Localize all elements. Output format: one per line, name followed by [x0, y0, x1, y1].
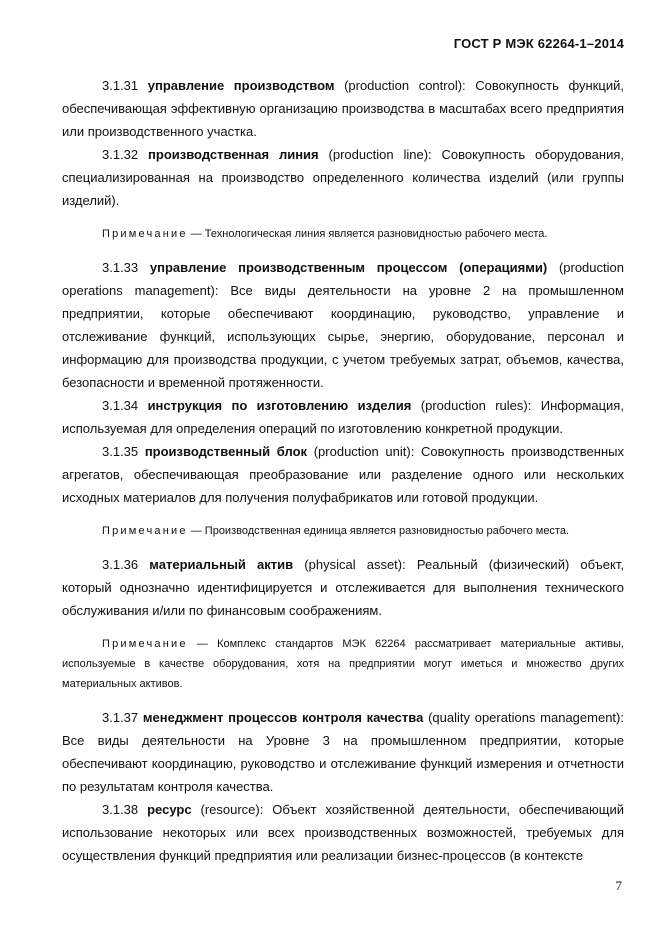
- entry-number: 3.1.34: [102, 398, 139, 413]
- entry-number: 3.1.37: [102, 710, 139, 725]
- entry-definition: Информация, используемая для определения операций по изготовлению конкретной продукции.: [62, 398, 624, 436]
- entry-definition: Все виды деятельности на Уровне 3 на промышленном предприятии, которые обеспечивают координацию, руководство и отслеживание функций измерения и отчетности по результатам контроля качества.: [62, 733, 624, 794]
- entry-english: (production rules):: [420, 398, 532, 413]
- note-text: — Производственная единица является разновидностью рабочего места.: [190, 525, 570, 537]
- entry-number: 3.1.31: [102, 78, 139, 93]
- entry-term: управление производством: [147, 78, 335, 93]
- entry-number: 3.1.33: [102, 260, 139, 275]
- entry-definition: Реальный (физический) объект, который однозначно идентифицируется и отслеживается для выполнения технического обслуживания и/или по финансовым соображениям.: [62, 557, 624, 618]
- entry-english: (resource):: [200, 802, 264, 817]
- entry-term: материальный актив: [149, 557, 294, 572]
- entry-english: (quality operations management):: [428, 710, 624, 725]
- term-entry: [62, 74, 624, 143]
- entry-term: менеджмент процессов контроля качества: [142, 710, 424, 725]
- document-id-header: ГОСТ Р МЭК 62264-1–2014: [453, 36, 624, 51]
- page-content: [62, 74, 624, 867]
- entry-term: производственный блок: [144, 444, 308, 459]
- entry-term: управление производственным процессом (операциями): [149, 260, 548, 275]
- note: [62, 521, 624, 541]
- entry-definition: Объект хозяйственной деятельности, обеспечивающий использование некоторых или всех производственных возможностей, требуемых для осуществления функций предприятия или реализации бизнес-процессов (в контексте: [62, 802, 624, 863]
- entry-term: инструкция по изготовлению изделия: [147, 398, 412, 413]
- entry-number: 3.1.38: [102, 802, 139, 817]
- note: [62, 224, 624, 244]
- entry-definition: Совокупность оборудования, специализированная на производство определенного количества изделий (или группы изделий).: [62, 147, 624, 208]
- note-label: Примечание: [102, 638, 188, 650]
- term-entry: [62, 394, 624, 440]
- note-label: Примечание: [102, 228, 188, 240]
- term-entry: [62, 798, 624, 867]
- note-text: — Комплекс стандартов МЭК 62264 рассматривает материальные активы, используемые в качестве оборудования, хотя на предприятии могут иметься и множество других материальных активов.: [62, 638, 624, 690]
- entry-english: (production operations management):: [62, 260, 624, 298]
- term-entry: [62, 440, 624, 509]
- entry-term: производственная линия: [148, 147, 319, 162]
- entry-english: (production unit):: [313, 444, 415, 459]
- entry-term: ресурс: [147, 802, 192, 817]
- entry-number: 3.1.35: [102, 444, 139, 459]
- entry-definition: Совокупность функций, обеспечивающая эффективную организацию производства в масштабах всего предприятия или производственного участка.: [62, 78, 624, 139]
- note-label: Примечание: [102, 525, 188, 537]
- entry-definition: Все виды деятельности на уровне 2 на промышленном предприятии, которые обеспечивают координацию, руководство, управление и отслеживание функций, использующих сырье, энергию, оборудование, персонал и информацию для производства продукции, с учетом требуемых затрат, объемов, качества, безопасности и временной протяженности.: [62, 283, 624, 390]
- term-entry: [62, 706, 624, 798]
- term-entry: [62, 553, 624, 622]
- entry-english: (physical asset):: [304, 557, 406, 572]
- term-entry: [62, 256, 624, 394]
- note: [62, 634, 624, 694]
- entry-definition: Совокупность производственных агрегатов, обеспечивающая преобразование или разделение одного или нескольких исходных материалов для получения полуфабрикатов или готовой продукции.: [62, 444, 624, 505]
- term-entry: [62, 143, 624, 212]
- entry-number: 3.1.36: [102, 557, 139, 572]
- entry-number: 3.1.32: [102, 147, 139, 162]
- entry-english: (production line):: [328, 147, 432, 162]
- note-text: — Технологическая линия является разновидностью рабочего места.: [190, 228, 548, 240]
- page-number: 7: [615, 878, 622, 893]
- entry-english: (production control):: [344, 78, 466, 93]
